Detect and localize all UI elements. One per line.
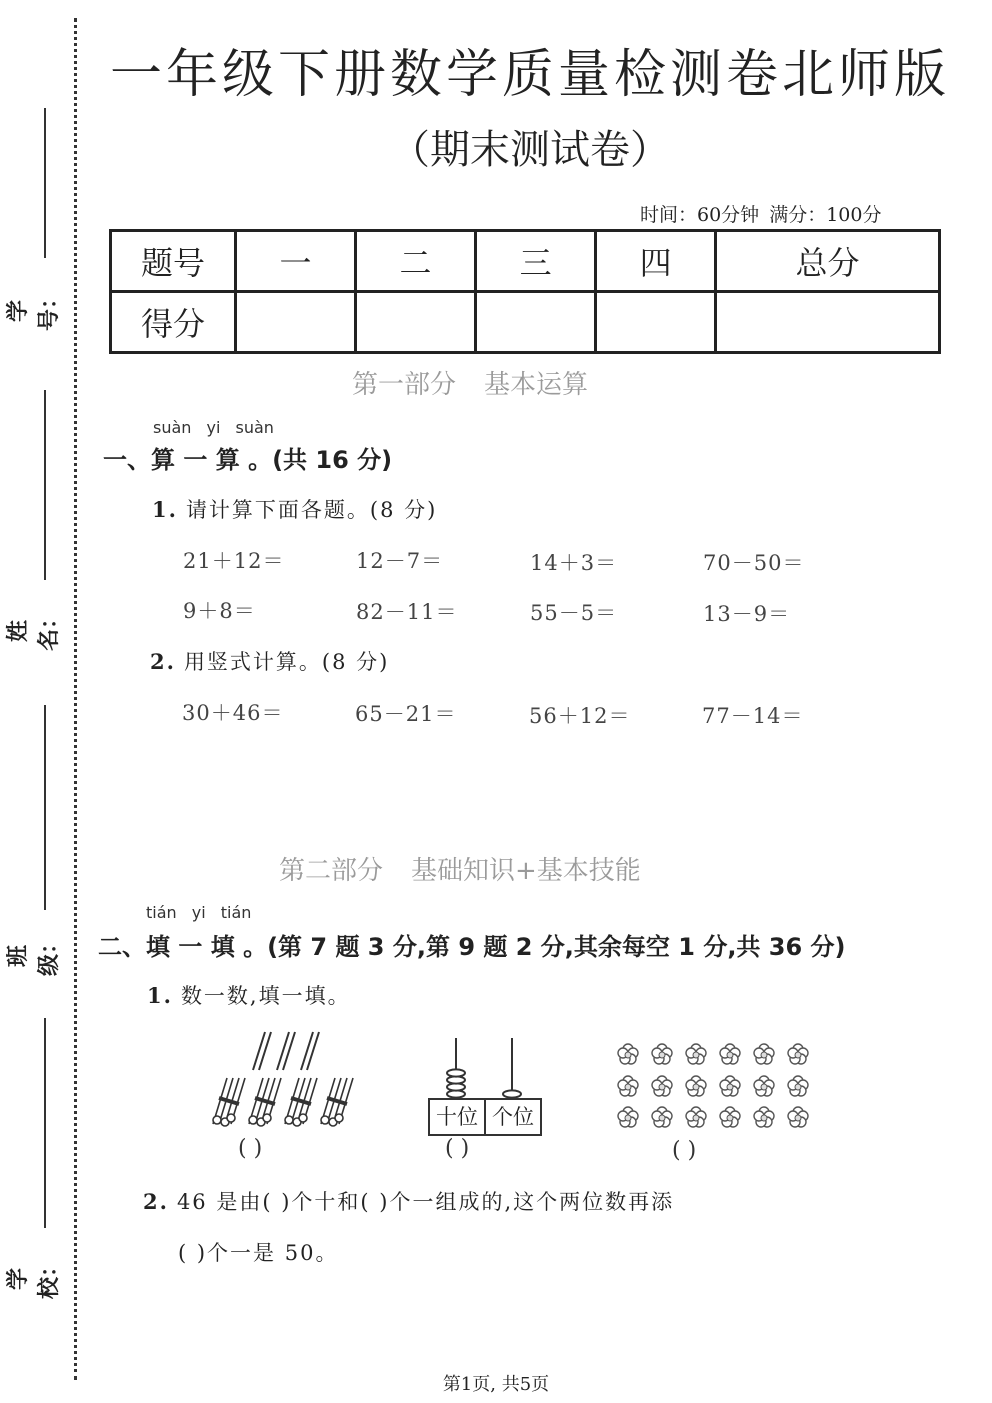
flower-icon [754,1107,774,1127]
part1-title-b: 基本运算 [484,370,589,400]
question-text: 46 是由( )个十和( )个一组成的,这个两位数再添 [176,1190,675,1214]
class-label: 班级： [6,931,62,976]
page-title: 一年级下册数学质量检测卷北师版 [109,45,950,105]
question-number: 1. [147,983,173,1008]
score-row-label: 得分 [111,292,236,353]
equation: 70－50＝ [703,551,805,575]
equation: 9＋8＝ [183,599,256,623]
flower-icon [618,1107,638,1127]
student-id-line[interactable] [44,108,46,258]
abacus-base [428,1098,542,1136]
abacus-figure [426,1036,540,1098]
question-text: 数一数,填一填。 [180,984,351,1008]
flower-icon [652,1107,672,1127]
part1-title-a: 第一部分 [352,370,457,400]
answer-blank-sticks[interactable]: ( ) [238,1136,263,1161]
flower-icon [686,1044,706,1064]
score-table-header-cell: 二 [356,231,476,292]
score-cell[interactable] [476,292,596,353]
question-number: 2. [143,1189,169,1214]
class-line[interactable] [44,705,46,910]
equation: 13－9＝ [703,602,791,626]
score-cell[interactable] [356,292,476,353]
score-table-header-cell: 一 [236,231,356,292]
single-stick [253,1032,265,1070]
equation: 56＋12＝ [529,704,631,728]
q2-2-continuation: ( )个一是 50。 [178,1241,339,1265]
part2-title [279,850,641,887]
flower-icon [720,1107,740,1127]
score-table-header-cell: 总分 [716,231,940,292]
flower-icon [686,1076,706,1096]
section2-heading: 二、填 一 填 。(第 7 题 3 分,第 9 题 2 分,其余每空 1 分,共 36 分) [98,933,846,961]
abacus-bead [503,1090,521,1097]
stick-bundles-figure [205,1028,355,1138]
exam-info [640,200,891,227]
flower-row [618,1044,808,1064]
question-number: 2. [150,649,176,674]
stick-bundle [213,1078,245,1126]
equation: 55－5＝ [530,601,618,625]
student-id-label: 学号： [6,286,62,331]
flower-icon [754,1044,774,1064]
answer-blank-flowers[interactable]: ( ) [672,1138,697,1163]
section1-pinyin: suàn yi suàn [153,418,274,437]
equation: 21＋12＝ [183,549,285,573]
equation: 30＋46＝ [182,701,284,725]
stick-bundle [285,1078,317,1126]
ones-place-label: 个位 [492,1105,534,1129]
section2-pinyin: tián yi tián [146,903,252,922]
flower-icon [720,1076,740,1096]
flowers-figure [612,1040,812,1132]
stick-bundle [249,1078,281,1126]
flower-icon [618,1076,638,1096]
flower-icon [788,1107,808,1127]
flower-icon [720,1044,740,1064]
q1-2-prompt [150,646,389,676]
part2-title-a: 第二部分 [279,856,384,886]
answer-blank-abacus[interactable]: ( ) [445,1136,470,1161]
score-cell[interactable] [596,292,716,353]
single-stick [301,1032,313,1070]
school-line[interactable] [44,1018,46,1228]
question-number: 1. [152,497,178,522]
q2-2-prompt [143,1186,674,1216]
flower-row [618,1107,808,1127]
equation: 12－7＝ [356,549,444,573]
question-text: 用竖式计算。(8 分) [183,650,390,674]
flower-icon [788,1044,808,1064]
score-cell[interactable] [716,292,940,353]
single-stick [277,1032,289,1070]
exam-time: 时间：60分钟 [640,204,760,226]
flower-row [618,1076,808,1096]
score-table-header-cell: 四 [596,231,716,292]
part2-title-b: 基础知识+基本技能 [411,856,641,886]
name-line[interactable] [44,390,46,580]
abacus-bead [447,1069,465,1076]
equation: 14＋3＝ [530,551,618,575]
flower-icon [652,1044,672,1064]
score-table-header-cell: 三 [476,231,596,292]
q2-1-prompt [147,980,351,1010]
section1-heading: 一、算 一 算 。(共 16 分) [103,446,393,474]
score-cell[interactable] [236,292,356,353]
score-table-score-row [111,292,940,353]
equation: 65－21＝ [355,702,457,726]
name-label: 姓名： [6,606,62,651]
page-subtitle: （期末测试卷） [390,127,670,173]
score-table-header-row [111,231,940,292]
part1-title [352,364,588,401]
tens-place-label: 十位 [430,1100,486,1134]
flower-icon [618,1044,638,1064]
exam-full-score: 满分：100分 [769,204,882,226]
score-table [109,229,941,354]
school-label: 学校： [6,1254,62,1299]
binding-dashed-line [74,18,77,1380]
flower-icon [686,1107,706,1127]
flower-icon [754,1076,774,1096]
stick-bundle [321,1078,353,1126]
equation: 82－11＝ [356,600,458,624]
equation: 77－14＝ [702,704,804,728]
q1-1-prompt [152,494,437,524]
flower-icon [788,1076,808,1096]
score-table-header-cell: 题号 [111,231,236,292]
flower-icon [652,1076,672,1096]
page-footer: 第1页, 共5页 [442,1374,550,1395]
question-text: 请计算下面各题。(8 分) [185,498,438,522]
